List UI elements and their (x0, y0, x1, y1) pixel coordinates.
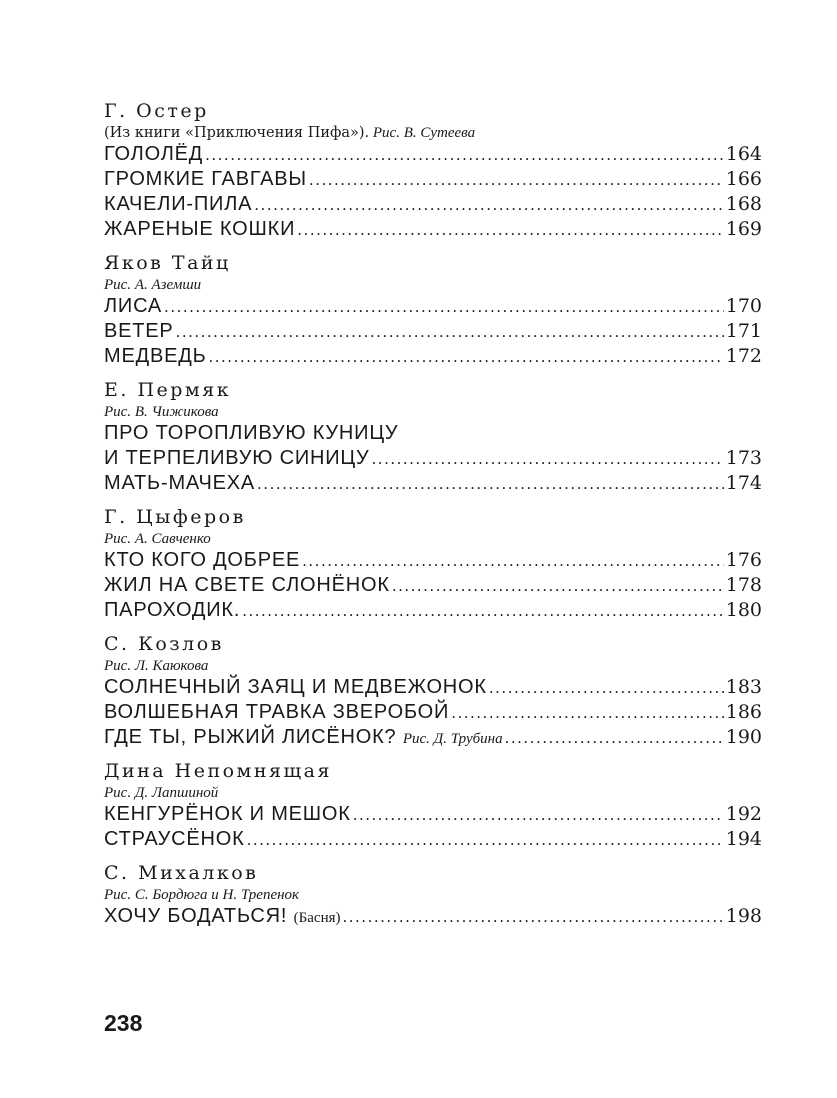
toc-section-oster (104, 99, 762, 242)
dot-leader (309, 168, 724, 193)
author-name: Дина Непомнящая (104, 760, 332, 782)
toc-entry[interactable] (104, 827, 762, 852)
entry-title: ГРОМКИЕ ГАВГАВЫ (104, 168, 307, 190)
table-of-contents (104, 99, 762, 929)
author-name: Г. Остер (104, 100, 209, 122)
entry-page: 180 (725, 599, 762, 621)
entry-title: ВЕТЕР (104, 320, 174, 342)
entry-page: 198 (725, 905, 762, 927)
dot-leader (297, 218, 723, 243)
entry-title-with-note (104, 904, 341, 931)
illustrator-credit: Рис. Д. Лапшиной (104, 785, 219, 801)
toc-entry[interactable] (104, 446, 762, 471)
dot-leader (343, 905, 724, 930)
entry-page: 192 (725, 803, 762, 825)
dot-leader (372, 447, 724, 472)
illustrator-credit: Рис. С. Бордюга и Н. Трепенок (104, 887, 300, 903)
illustrator-credit: Рис. В. Чижикова (104, 404, 219, 420)
entry-title: ГДЕ ТЫ, РЫЖИЙ ЛИСЁНОК? (104, 726, 397, 748)
toc-entry[interactable] (104, 471, 762, 496)
entry-title-with-note (104, 725, 503, 752)
toc-entry[interactable] (104, 294, 762, 319)
dot-leader (302, 549, 724, 574)
toc-entry[interactable] (104, 904, 762, 929)
illustrator-credit: Рис. А. Савченко (104, 531, 211, 547)
entry-page: 169 (725, 218, 762, 240)
toc-entry[interactable] (104, 167, 762, 192)
toc-entry[interactable] (104, 725, 762, 750)
dot-leader (505, 726, 724, 751)
entry-page: 164 (725, 143, 762, 165)
page-number: 238 (104, 1010, 143, 1036)
credit-text: Рис. В. Сутеева (372, 125, 476, 141)
entry-page: 183 (725, 676, 762, 698)
author-name: Г. Цыферов (104, 506, 246, 528)
dot-leader (176, 320, 724, 345)
author-name: Е. Пермяк (104, 379, 232, 401)
toc-entry[interactable] (104, 675, 762, 700)
entry-page: 166 (725, 168, 762, 190)
toc-entry[interactable] (104, 598, 762, 623)
entry-title: СТРАУСЁНОК (104, 828, 245, 850)
entry-title: ВОЛШЕБНАЯ ТРАВКА ЗВЕРОБОЙ (104, 701, 450, 723)
illustrator-credit: Рис. Л. Каюкова (104, 658, 209, 674)
entry-title: ПАРОХОДИК. (104, 599, 241, 621)
toc-entry[interactable] (104, 548, 762, 573)
dot-leader (392, 574, 724, 599)
toc-section-mikhalkov (104, 861, 762, 929)
entry-page: 178 (725, 574, 762, 596)
dot-leader (257, 472, 724, 497)
entry-title: СОЛНЕЧНЫЙ ЗАЯЦ И МЕДВЕЖОНОК (104, 676, 487, 698)
toc-section-permyak (104, 378, 762, 496)
toc-entry[interactable] (104, 319, 762, 344)
dot-leader (451, 701, 724, 726)
entry-title: КЕНГУРЁНОК И МЕШОК (104, 803, 351, 825)
entry-title: КАЧЕЛИ-ПИЛА (104, 193, 253, 215)
dot-leader (254, 193, 723, 218)
dot-leader (489, 676, 724, 701)
toc-entry[interactable] (104, 802, 762, 827)
toc-entry[interactable] (104, 700, 762, 725)
toc-entry-line1[interactable] (104, 421, 762, 446)
entry-page: 174 (725, 472, 762, 494)
author-name: Яков Тайц (104, 252, 231, 274)
entry-page: 170 (725, 295, 762, 317)
entry-page: 194 (725, 828, 762, 850)
author-name: С. Михалков (104, 862, 259, 884)
entry-title: КТО КОГО ДОБРЕЕ (104, 549, 301, 571)
entry-page: 176 (725, 549, 762, 571)
dot-leader (247, 828, 724, 853)
entry-title-line1: ПРО ТОРОПЛИВУЮ КУНИЦУ (104, 422, 399, 444)
dot-leader (205, 143, 724, 168)
toc-section-taits (104, 251, 762, 369)
toc-entry[interactable] (104, 344, 762, 369)
entry-page: 173 (725, 447, 762, 469)
illustrator-credit (104, 123, 762, 142)
entry-page: 190 (725, 726, 762, 748)
dot-leader (164, 295, 724, 320)
entry-note: Рис. Д. Трубина (402, 731, 503, 747)
entry-page: 168 (725, 193, 762, 215)
entry-page: 186 (725, 701, 762, 723)
toc-section-tsyferov (104, 505, 762, 623)
entry-title: ЖИЛ НА СВЕТЕ СЛОНЁНОК (104, 574, 390, 596)
entry-title: МЕДВЕДЬ (104, 345, 207, 367)
toc-entry[interactable] (104, 142, 762, 167)
dot-leader (353, 803, 724, 828)
toc-entry[interactable] (104, 573, 762, 598)
author-name: С. Козлов (104, 633, 224, 655)
entry-page: 171 (725, 320, 762, 342)
illustrator-credit: Рис. А. Аземши (104, 277, 202, 293)
dot-leader (209, 345, 724, 370)
entry-title: ГОЛОЛЁД (104, 143, 204, 165)
entry-title: И ТЕРПЕЛИВУЮ СИНИЦУ (104, 447, 370, 469)
entry-title: ЖАРЕНЫЕ КОШКИ (104, 218, 296, 240)
entry-page: 172 (725, 345, 762, 367)
credit-prefix: (Из книги «Приключения Пифа»). (104, 125, 370, 141)
toc-section-nepomnyashchaya (104, 759, 762, 852)
entry-note: (Басня) (293, 910, 341, 926)
toc-entry[interactable] (104, 217, 762, 242)
toc-entry[interactable] (104, 192, 762, 217)
dot-leader (242, 599, 724, 624)
entry-title: ХОЧУ БОДАТЬСЯ! (104, 905, 288, 927)
toc-section-kozlov (104, 632, 762, 750)
entry-title: ЛИСА (104, 295, 163, 317)
entry-title: МАТЬ-МАЧЕХА (104, 472, 256, 494)
